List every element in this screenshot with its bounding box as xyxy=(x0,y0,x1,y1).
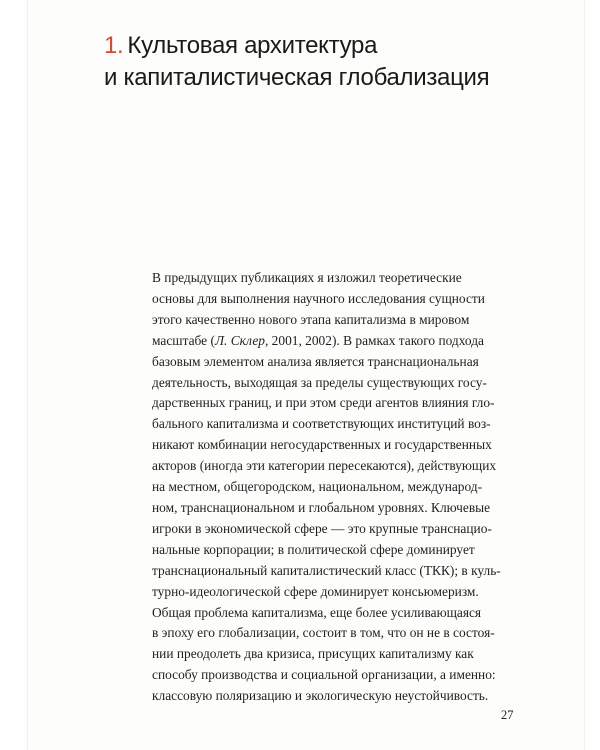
text-line: в эпоху его глобализации, состоит в том, что он не в состоя- xyxy=(152,625,495,641)
text-line: ном, транснациональном и глобальном уровнях. Ключевые xyxy=(152,499,491,515)
text-line: нии преодолеть два кризиса, присущих капитализму как xyxy=(152,646,474,662)
text-line: на местном, общегородском, национальном, международ- xyxy=(152,479,483,495)
text-line: способу производства и социальной организации, а именно: xyxy=(152,667,496,683)
text-line: игроки в экономической сфере — это крупные транснацио- xyxy=(152,520,492,536)
chapter-title-text-1: Культовая архитектура xyxy=(127,32,378,59)
chapter-title-line-1 xyxy=(104,30,574,62)
text-line: акторов (иногда эти категории пересекаются), действующих xyxy=(152,458,497,474)
text-line: этого качественно нового этапа капитализма в мировом xyxy=(152,311,470,327)
book-page xyxy=(28,0,584,750)
text-line: бального капитализма и соответствующих институций воз- xyxy=(152,416,491,432)
text-line: нальные корпорации; в политической сфере доминирует xyxy=(152,541,475,557)
text-line: деятельность, выходящая за пределы существующих госу- xyxy=(152,374,487,390)
text-line: основы для выполнения научного исследования сущности xyxy=(152,290,485,306)
text-line-after-citation: , 2001, 2002). В рамках такого подхода xyxy=(264,332,484,348)
text-line: транснациональный капиталистический класс (ТКК); в куль- xyxy=(152,562,501,578)
body-paragraph xyxy=(152,268,552,707)
text-line-before-citation: масштабе ( xyxy=(152,332,215,348)
chapter-title xyxy=(104,30,574,94)
text-line: В предыдущих публикациях я изложил теоретические xyxy=(152,270,462,285)
text-line: турно-идеологической сфере доминирует консьюмеризм. xyxy=(152,583,479,599)
citation-author: Л. Склер xyxy=(214,332,265,348)
page-number: 27 xyxy=(501,708,514,722)
chapter-number: 1. xyxy=(104,32,124,59)
text-line: Общая проблема капитализма, еще более усиливающаяся xyxy=(152,604,482,620)
text-line xyxy=(152,331,552,352)
text-line: никают комбинации негосударственных и государственных xyxy=(152,437,492,453)
text-line: базовым элементом анализа является транснациональная xyxy=(152,353,479,369)
text-line: классовую поляризацию и экологическую неустойчивость. xyxy=(152,688,489,704)
chapter-title-line-2: и капиталистическая глобализация xyxy=(104,64,490,91)
text-line: дарственных границ, и при этом среди агентов влияния гло- xyxy=(152,395,495,411)
